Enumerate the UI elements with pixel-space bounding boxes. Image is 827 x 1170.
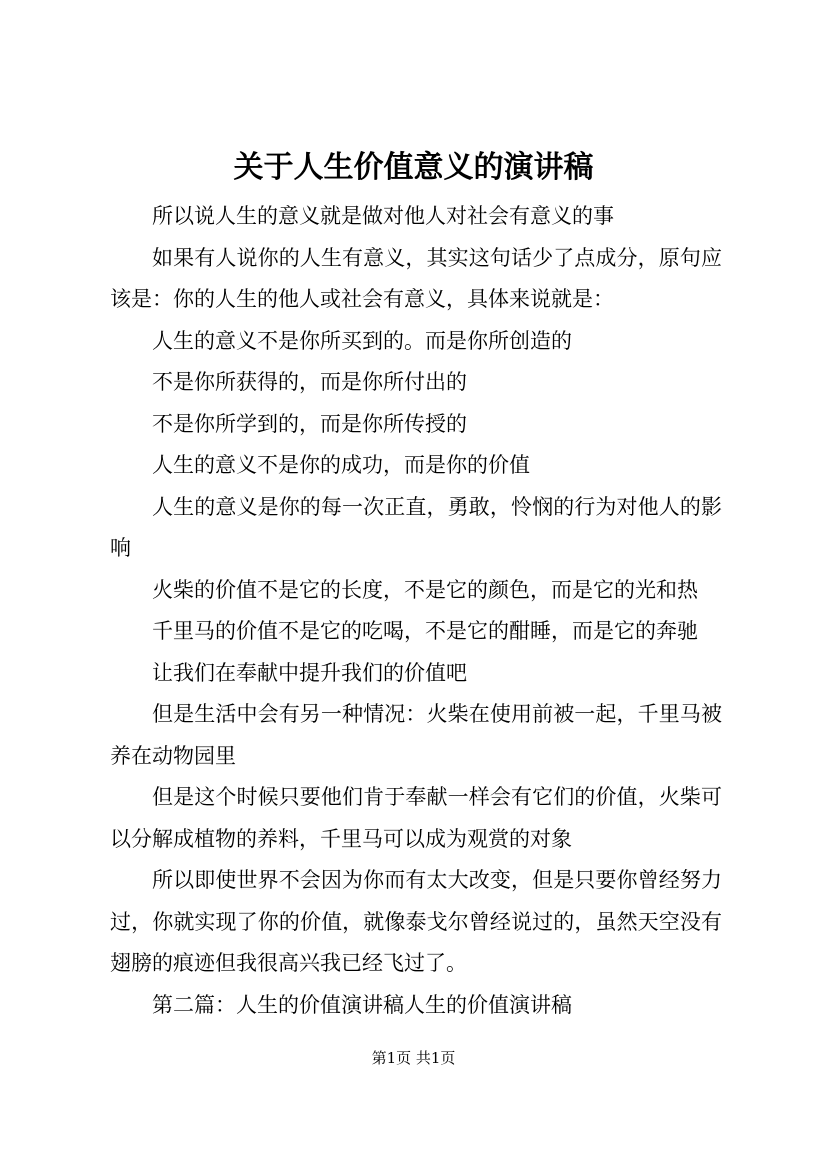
paragraph: 让我们在奉献中提升我们的价值吧	[152, 660, 467, 685]
paragraph: 如果有人说你的人生有意义，其实这句话少了点成分，原句应该是：你的人生的他人或社会有意义，具体来说就是：	[110, 245, 722, 311]
paragraph: 人生的意义是你的每一次正直，勇敢，怜悯的行为对他人的影响	[110, 494, 722, 560]
paragraph: 人生的意义不是你的成功，而是你的价值	[152, 453, 530, 477]
paragraph: 不是你所学到的，而是你所传授的	[152, 411, 467, 436]
document-title: 关于人生价值意义的演讲稿	[233, 150, 594, 185]
paragraph: 千里马的价值不是它的吃喝，不是它的酣睡，而是它的奔驰	[152, 619, 698, 643]
paragraph: 人生的意义不是你所买到的。而是你所创造的	[152, 328, 572, 353]
paragraph: 第二篇：人生的价值演讲稿人生的价值演讲稿	[152, 992, 572, 1017]
document-body	[110, 196, 722, 1026]
paragraph: 但是这个时候只要他们肯于奉献一样会有它们的价值，火柴可以分解成植物的养料，千里马可以成为观赏的对象	[110, 785, 722, 851]
paragraph: 不是你所获得的，而是你所付出的	[152, 370, 467, 394]
paragraph: 但是生活中会有另一种情况：火柴在使用前被一起，千里马被养在动物园里	[110, 702, 722, 768]
page-footer: 第1页 共1页	[371, 1049, 456, 1067]
paragraph: 所以说人生的意义就是做对他人对社会有意义的事	[152, 204, 614, 228]
paragraph: 所以即使世界不会因为你而有太大改变，但是只要你曾经努力过，你就实现了你的价值，就像泰戈尔曾经说过的，虽然天空没有翅膀的痕迹但我很高兴我已经飞过了。	[110, 868, 722, 975]
paragraph: 火柴的价值不是它的长度，不是它的颜色，而是它的光和热	[152, 577, 698, 602]
